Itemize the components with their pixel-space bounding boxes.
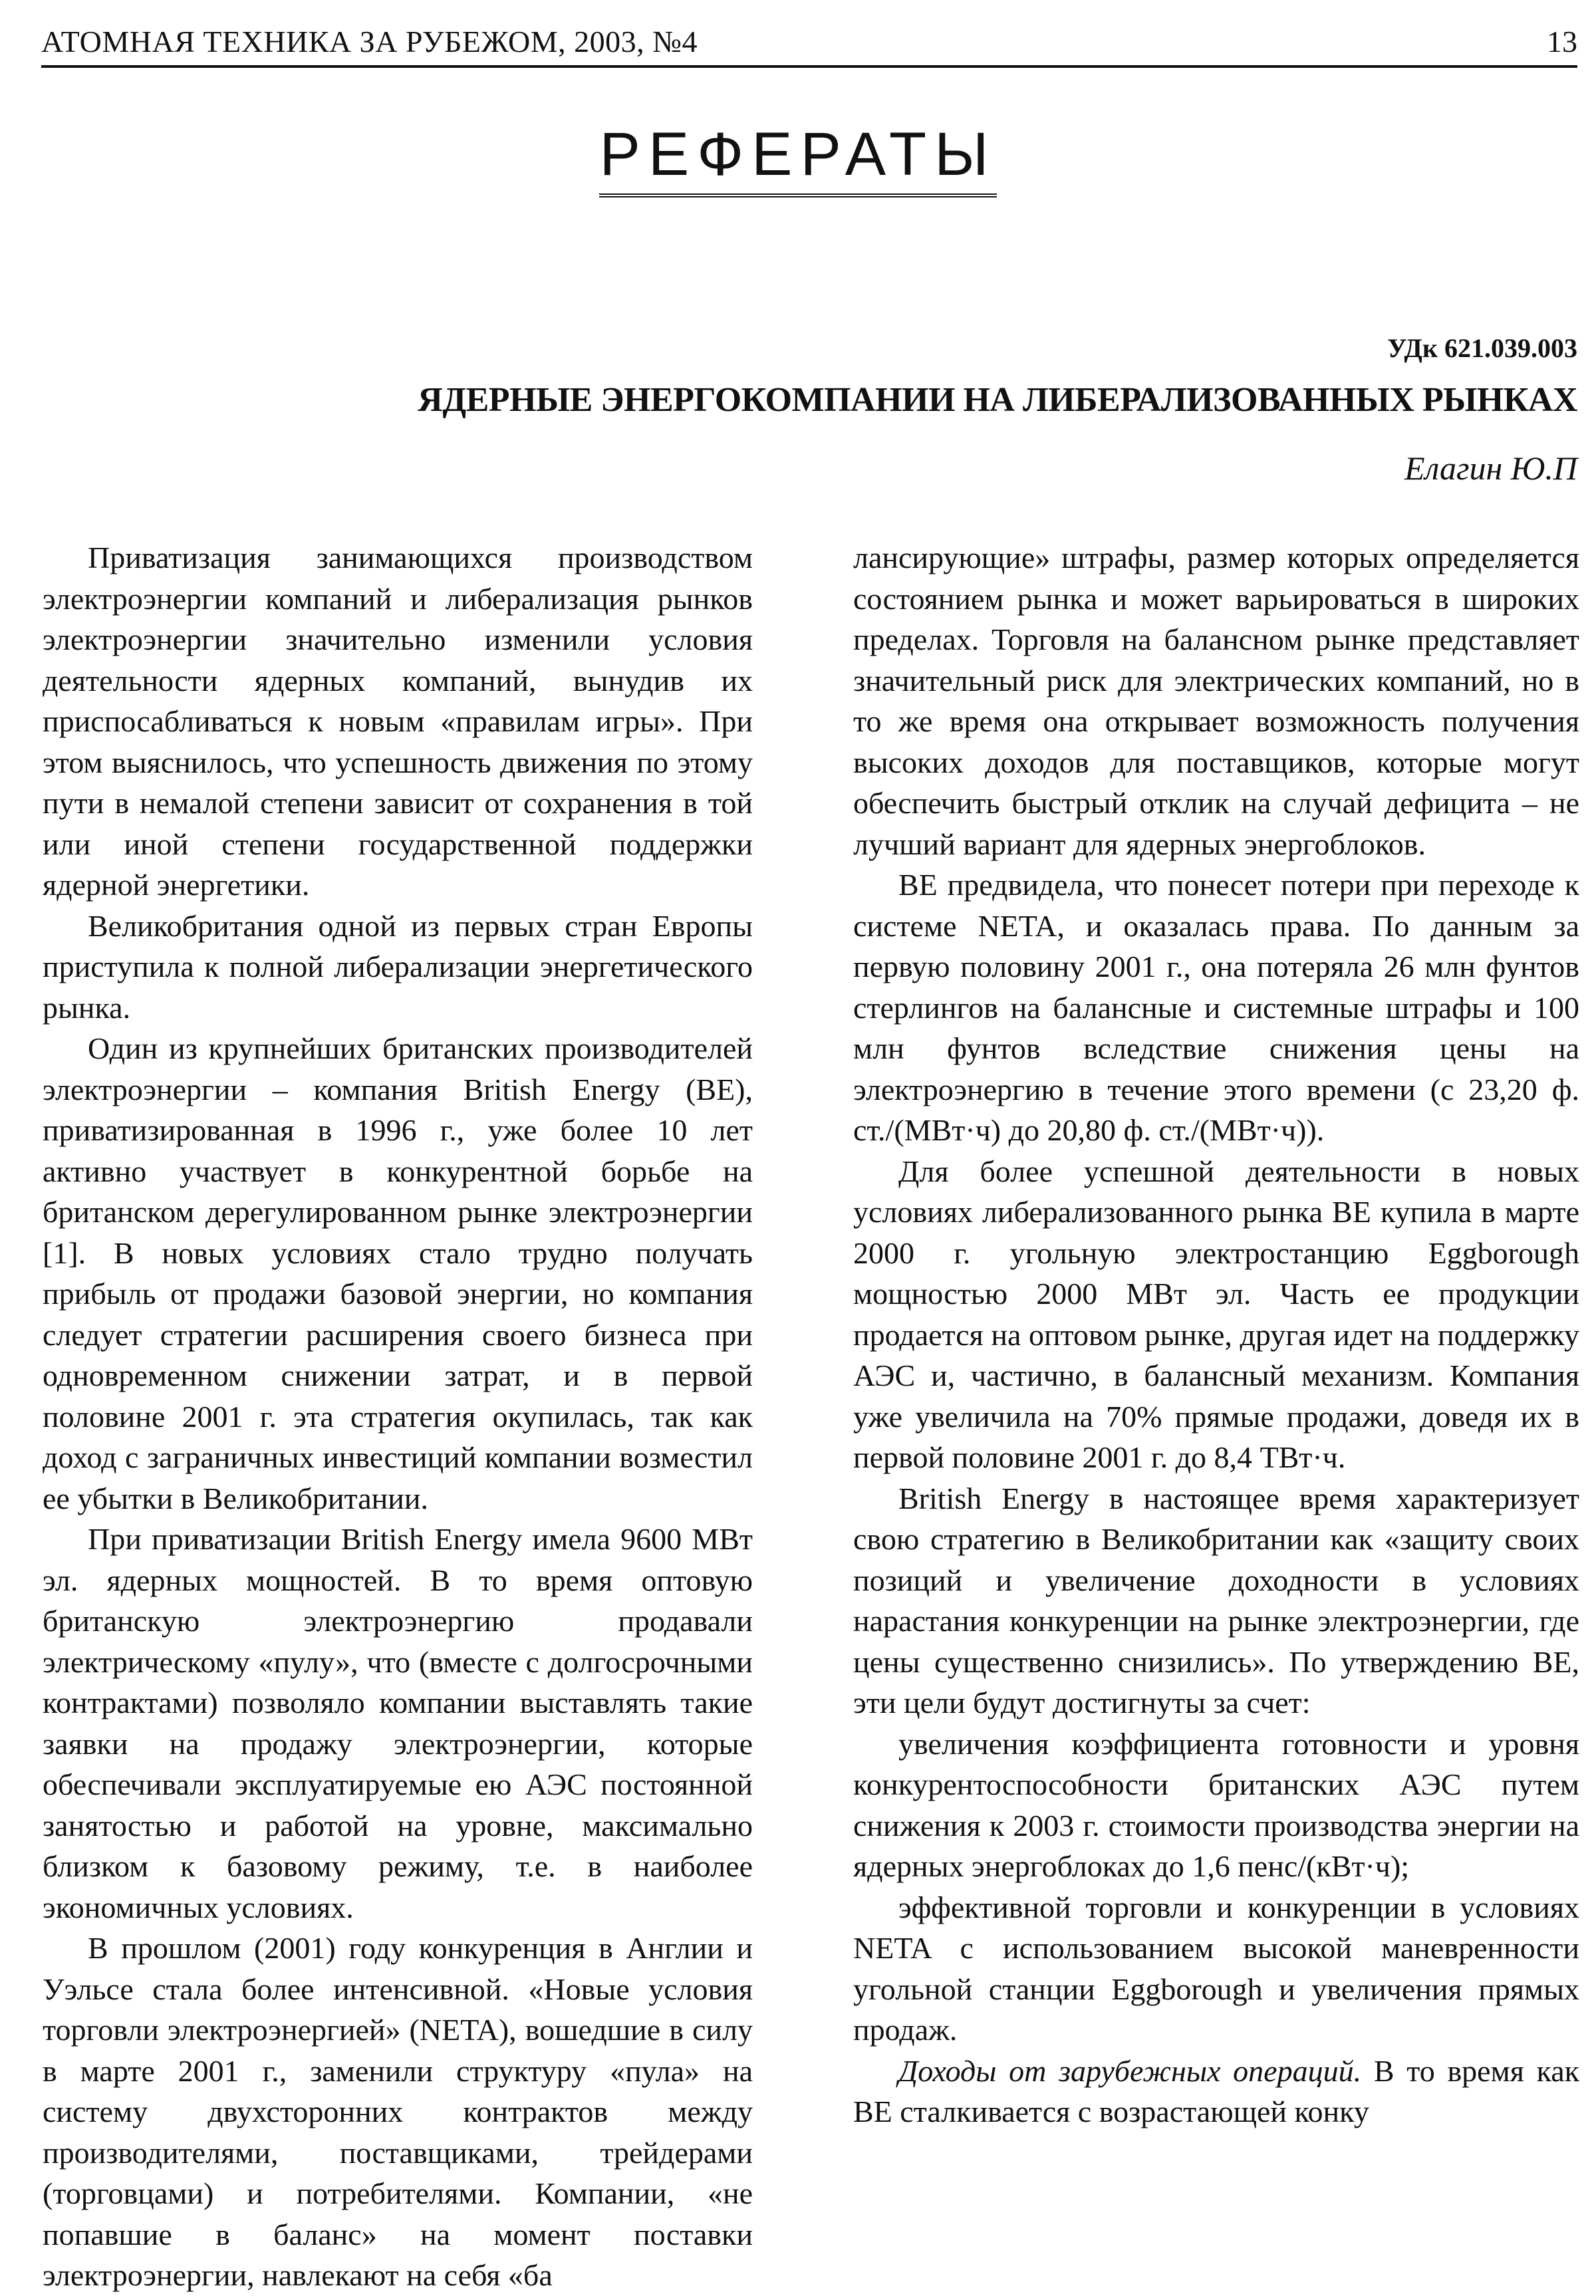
right-column (853, 537, 1579, 2132)
paragraph-text: В то время как BE сталкивается с возрастающей конку (853, 2053, 1579, 2128)
section-title (0, 120, 1596, 197)
paragraph: Приватизация занимающихся производством электроэнергии компаний и либерализация рынков электроэнергии значительно изменили условия деятельности ядерных компаний, вынудив их приспосабливаться к новым «правилам игры». При этом выяснилось, что успешность движения по этому пути в немалой степени зависит от сохранения в той или иной степени государственной поддержки ядерной энергетики. (43, 541, 753, 902)
list-item: эффективной торговли и конкуренции в условиях NETA с использованием высокой маневренности угольной станции Eggborough и увеличения прямых продаж. (853, 1890, 1579, 2047)
list-item: увеличения коэффициента готовности и уровня конкурентоспособности британских АЭС путем снижения к 2003 г. стоимости производства энергии на ядерных энергоблоках до 1,6 пенс/(кВт·ч); (853, 1726, 1579, 1883)
paragraph: BE предвидела, что понесет потери при переходе к системе NETA, и оказалась права. По данным за первую половину 2001 г., она потеряла 26 млн фунтов стерлингов на балансные и системные штрафы и 100 млн фунтов вследствие снижения цены на электроэнергию в течение этого времени (с 23,20 ф. ст./(МВт·ч) до 20,80 ф. ст./(МВт·ч)). (853, 868, 1579, 1147)
paragraph: Великобритания одной из первых стран Европы приступила к полной либерализации энергетического рынка. (43, 908, 753, 1025)
running-head (41, 19, 1577, 68)
paragraph: В прошлом (2001) году конкуренция в Англии и Уэльсе стала более интенсивной. «Новые условия торговли электроэнергией» (NETA), вошедшие в силу в марте 2001 г., заменили структуру «пула» на систему двухсторонних контрактов между производителями, поставщиками, трейдерами (торговцами) и потребителями. Компании, «не попавшие в баланс» на момент поставки электроэнергии, навлекают на себя «ба (43, 1931, 753, 2292)
journal-title: АТОМНАЯ ТЕХНИКА ЗА РУБЕЖОМ, 2003, №4 (41, 25, 698, 59)
article-title: ЯДЕРНЫЕ ЭНЕРГОКОМПАНИИ НА ЛИБЕРАЛИЗОВАННЫХ РЫНКАХ (418, 381, 1577, 419)
italic-heading: Доходы от зарубежных операций. (898, 2053, 1362, 2088)
paragraph: Для более успешной деятельности в новых условиях либерализованного рынка BE купила в марте 2000 г. угольную электростанцию Eggborough мощностью 2000 МВт эл. Часть ее продукции продается на оптовом рынке, другая идет на поддержку АЭС и, частично, в балансный механизм. Компания уже увеличила на 70% прямые продажи, доведя их в первой половине 2001 г. до 8,4 ТВт·ч. (853, 1154, 1579, 1474)
paragraph: При приватизации British Energy имела 9600 МВт эл. ядерных мощностей. В то время оптовую британскую электроэнергию продавали электрическому «пулу», что (вместе с долгосрочными контрактами) позволяло компании выставлять такие заявки на продажу электроэнергии, которые обеспечивали эксплуатируемые ею АЭС постоянной занятостью и работой на уровне, максимально близком к базовому режиму, т.е. в наиболее экономичных условиях. (43, 1522, 753, 1924)
paragraph (853, 2051, 1579, 2132)
section-title-text: РЕФЕРАТЫ (599, 120, 996, 197)
udk-code: УДк 621.039.003 (1387, 333, 1577, 363)
paragraph: British Energy в настоящее время характеризует свою стратегию в Великобритании как «защиту своих позиций и увеличение доходности в условиях нарастания конкуренции на рынке электроэнергии, где цены существенно снизились». По утверждению BE, эти цели будут достигнуты за счет: (853, 1481, 1579, 1720)
paragraph: Один из крупнейших британских производителей электроэнергии – компания British Energy (BE), приватизированная в 1996 г., уже более 10 лет активно участвует в конкурентной борьбе на британском дерегулированном рынке электроэнергии [1]. В новых условиях стало трудно получать прибыль от продажи базовой энергии, но компания следует стратегии расширения своего бизнеса при одновременном снижении затрат, и в первой половине 2001 г. эта стратегия окупилась, так как доход с заграничных инвестиций компании возместил ее убытки в Великобритании. (43, 1031, 753, 1515)
article-author: Елагин Ю.П (1404, 449, 1577, 487)
paragraph-continuation: лансирующие» штрафы, размер которых определяется состоянием рынка и может варьироваться в широких пределах. Торговля на балансном рынке представляет значительный риск для электрических компаний, но в то же время она открывает возможность получения высоких доходов для поставщиков, которые могут обеспечить быстрый отклик на случай дефицита – не лучший вариант для ядерных энергоблоков. (853, 541, 1579, 861)
page-number: 13 (1547, 25, 1577, 59)
left-column (43, 537, 753, 2296)
